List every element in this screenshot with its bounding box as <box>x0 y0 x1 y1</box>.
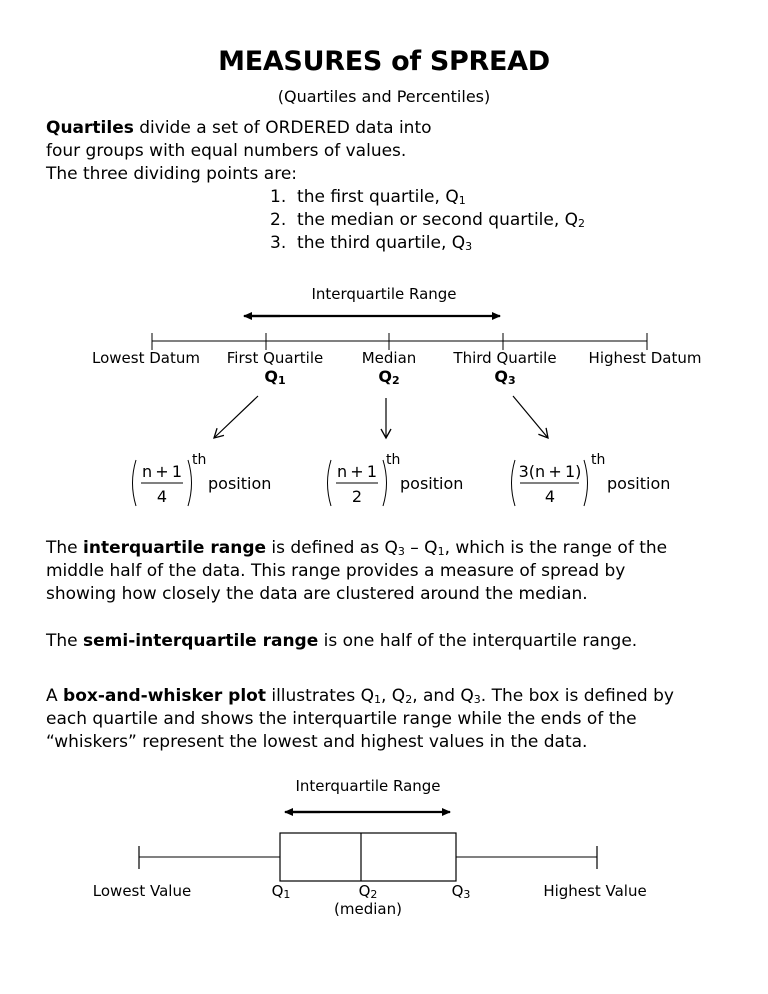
formula-3-superscript: th <box>591 452 606 468</box>
quartiles-term: Quartiles <box>46 118 134 138</box>
page-title: MEASURES of SPREAD <box>218 46 550 77</box>
formula-3-numerator: 3(n + 1) <box>518 462 582 481</box>
label-q2-median: $Q_2$ (median) <box>334 882 402 918</box>
page-subtitle: (Quartiles and Percentiles) <box>277 87 491 106</box>
list-item: 3. the third quartile, $Q_3$ <box>270 233 473 253</box>
formula-2-denominator: 2 <box>351 487 363 506</box>
intro-line3: The three dividing points are: <box>46 164 298 184</box>
box <box>280 833 456 881</box>
semi-iqr-paragraph: The semi-interquartile range is one half of the interquartile range. <box>46 631 638 651</box>
label-highest-value: Highest Value <box>543 882 647 900</box>
label-third-quartile: Third Quartile $Q_3$ <box>453 349 557 387</box>
iqr-label-top: Interquartile Range <box>311 285 457 303</box>
list-item: 2. the median or second quartile, $Q_2$ <box>270 210 586 230</box>
label-q1: $Q_1$ <box>271 882 291 901</box>
formula-3-position: position <box>607 474 671 493</box>
iqr-paragraph: The interquartile range is defined as $Q_3 - Q_1$, which is the range of the middle half of the data. This range provides a measure of spread by showing how closely the data are clustered around the median. <box>46 538 668 604</box>
list-item: 1. the first quartile, $Q_1$ <box>270 187 466 207</box>
box-plot-term: box-and-whisker plot <box>63 686 266 706</box>
label-first-quartile: First Quartile $Q_1$ <box>226 349 324 387</box>
iqr-label-bottom: Interquartile Range <box>295 777 441 795</box>
formula-1-position: position <box>208 474 272 493</box>
formula-1-superscript: th <box>192 452 207 468</box>
box-plot-paragraph: A box-and-whisker plot illustrates $Q_1$, $Q_2$, and $Q_3$. The box is defined by each quartile and shows the interquartile range while the ends of the “whiskers” represent the lowest and highest values in the data. <box>46 686 674 752</box>
semi-iqr-term: semi-interquartile range <box>83 631 319 651</box>
formula-3-denominator: 4 <box>544 487 556 506</box>
intro-line2: four groups with equal numbers of values. <box>46 141 407 161</box>
label-lowest-value: Lowest Value <box>92 882 192 900</box>
intro-line1: divide a set of ORDERED data into <box>133 118 432 138</box>
arrow-to-q3-formula <box>513 396 548 438</box>
formula-1-numerator: n + 1 <box>141 462 183 481</box>
label-lowest-datum: Lowest Datum <box>92 349 200 367</box>
formula-1-denominator: 4 <box>156 487 168 506</box>
arrow-to-q1-formula <box>214 396 258 438</box>
label-q3: $Q_3$ <box>451 882 471 901</box>
formula-2-superscript: th <box>386 452 401 468</box>
formula-2-position: position <box>400 474 464 493</box>
iqr-term: interquartile range <box>83 538 267 558</box>
label-highest-datum: Highest Datum <box>588 349 702 367</box>
label-median: Median $Q_2$ <box>361 349 417 387</box>
formula-2-numerator: n + 1 <box>336 462 378 481</box>
